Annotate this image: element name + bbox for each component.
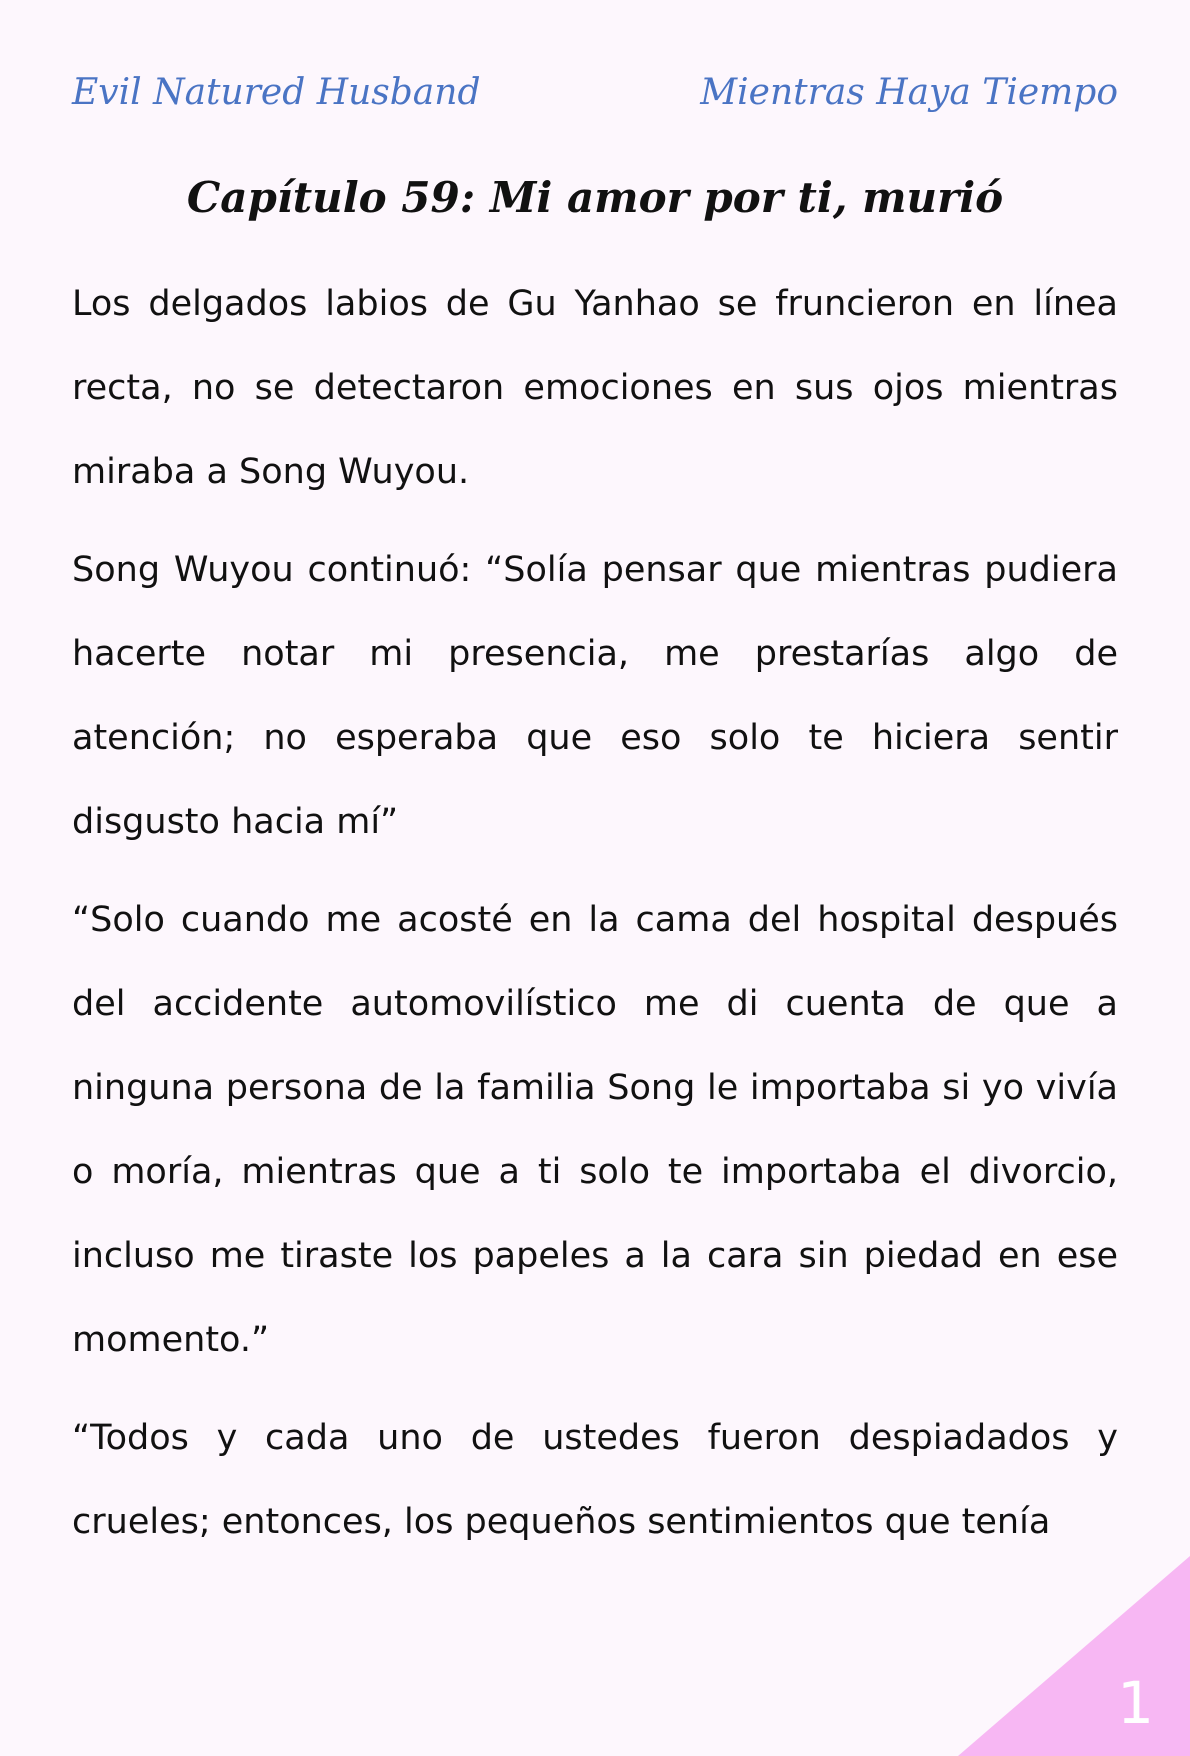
header-series-title: Mientras Haya Tiempo: [700, 71, 1118, 113]
paragraph: Song Wuyou continuó: “Solía pensar que mientras pudiera hacerte notar mi presencia, me prestarías algo de atención; no esperaba que eso solo te hiciera sentir disgusto hacia mí”: [72, 550, 1118, 842]
paragraph: Los delgados labios de Gu Yanhao se fruncieron en línea recta, no se detectaron emociones en sus ojos mientras miraba a Song Wuyou.: [72, 284, 1118, 492]
chapter-title: Capítulo 59: Mi amor por ti, murió: [186, 173, 1004, 222]
page-corner-decoration: [958, 1556, 1190, 1756]
paragraph: “Todos y cada uno de ustedes fueron despiadados y crueles; entonces, los pequeños sentimientos que tenía: [72, 1418, 1118, 1542]
chapter-body: [72, 262, 1118, 1578]
header-book-title: Evil Natured Husband: [72, 71, 481, 113]
paragraph: “Solo cuando me acosté en la cama del hospital después del accidente automovilístico me di cuenta de que a ninguna persona de la familia Song le importaba si yo vivía o moría, mientras que a ti solo te importaba el divorcio, incluso me tiraste los papeles a la cara sin piedad en ese momento.”: [72, 900, 1118, 1360]
page-number: 1: [1117, 1669, 1154, 1737]
running-header: [72, 68, 1118, 116]
